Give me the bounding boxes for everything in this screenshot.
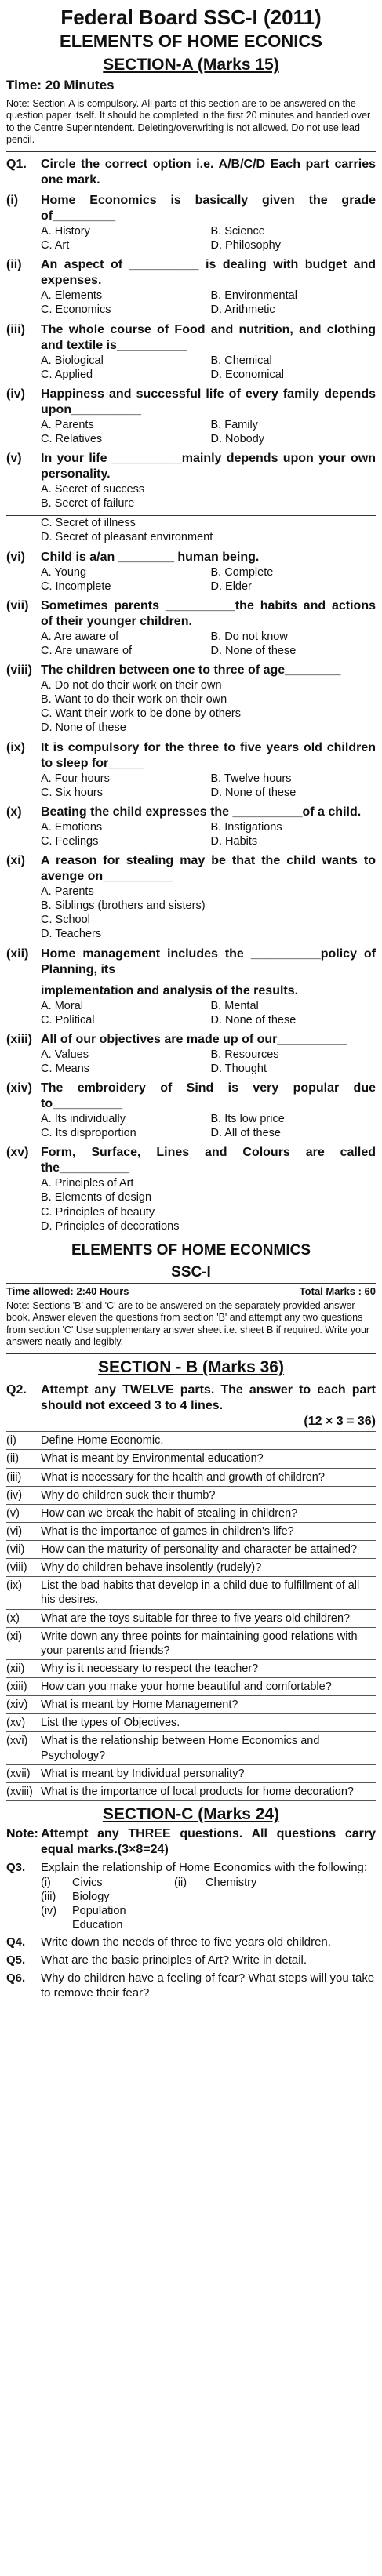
mcq-item <box>6 853 376 942</box>
mcq-stem-row <box>6 1081 376 1112</box>
mcq-item <box>6 598 376 658</box>
mcq-stem: Happiness and successful life of every family depends upon__________ <box>41 387 376 416</box>
mcq-option: B. Family <box>210 418 258 431</box>
mcq-option: C. Political <box>41 1013 95 1026</box>
long-question-body <box>41 1971 376 2001</box>
short-question-number: (xviii) <box>6 1785 33 1798</box>
mcq-stem-row <box>6 1145 376 1176</box>
mcq-option: D. None of these <box>210 786 297 799</box>
short-question <box>6 1576 376 1608</box>
mcq-options <box>41 1112 376 1140</box>
mcq-options <box>41 354 376 382</box>
mcq-stem-row <box>6 853 376 885</box>
mcq-option: B. Secret of failure <box>41 497 135 510</box>
mcq-number: (viii) <box>6 663 32 677</box>
sub-topic-number: (i) <box>41 1876 51 1889</box>
short-question <box>6 1486 376 1504</box>
sub-topic-row <box>41 1876 376 1890</box>
mcq-option: B. Its low price <box>210 1113 285 1125</box>
mcq-option: D. None of these <box>41 721 126 735</box>
mcq-option: C. School <box>41 914 90 927</box>
mcq-option: C. Art <box>41 239 70 253</box>
mcq-option: A. History <box>41 225 90 238</box>
short-question-number: (xiii) <box>6 1680 27 1693</box>
class-title: SSC-I <box>171 1263 211 1281</box>
mcq-option: A. Four hours <box>41 772 110 785</box>
sub-topic-label: Chemistry <box>206 1876 257 1889</box>
mcq-options <box>41 999 376 1027</box>
mcq-option: D. None of these <box>210 1013 297 1026</box>
long-question-number: Q3. <box>6 1861 26 1875</box>
mcq-stem: In your life __________mainly depends upon your own personality. <box>41 452 376 481</box>
mcq-options <box>41 418 376 446</box>
sub-topic-number: (iv) <box>41 1905 57 1918</box>
short-question <box>6 1431 376 1449</box>
mcq-options <box>41 1048 376 1076</box>
mcq-option: A. Moral <box>41 999 83 1012</box>
short-question-list <box>6 1431 376 1801</box>
short-question <box>6 1627 376 1659</box>
long-question <box>6 1861 376 1932</box>
mcq-number: (xii) <box>6 946 29 961</box>
mcq-option: A. Principles of Art <box>41 1177 134 1190</box>
mcq-option: A. Do not do their work on their own <box>41 679 222 692</box>
short-question-number: (xiv) <box>6 1699 28 1712</box>
short-question-text: What is the importance of local products for home decoration? <box>41 1785 354 1798</box>
mcq-option: C. Feelings <box>41 834 99 848</box>
q1-instruction: Circle the correct option i.e. A/B/C/D Each part carries one mark. <box>41 158 376 187</box>
mcq-option: B. Siblings (brothers and sisters) <box>41 899 206 913</box>
sub-topic-row <box>41 1904 376 1932</box>
mcq-options <box>41 678 376 736</box>
short-question-text: Why is it necessary to respect the teacher? <box>41 1662 259 1675</box>
short-question <box>6 1449 376 1467</box>
long-question <box>6 1971 376 2001</box>
mcq-item <box>6 193 376 253</box>
mcq-options <box>41 482 376 510</box>
short-question <box>6 1764 376 1782</box>
short-question-text: Define Home Economic. <box>41 1434 164 1448</box>
short-question-number: (iii) <box>6 1470 22 1484</box>
mcq-stem-continued: implementation and analysis of the results. <box>41 983 299 997</box>
mcq-option: C. Are unaware of <box>41 644 133 657</box>
mcq-options <box>41 289 376 317</box>
total-marks: Total Marks : 60 <box>299 1285 376 1298</box>
short-question-text: What is the relationship between Home Economics and Psychology? <box>41 1735 320 1762</box>
mcq-option: B. Twelve hours <box>210 772 292 785</box>
mcq-option: B. Complete <box>210 565 274 579</box>
mcq-option: B. Science <box>210 225 265 238</box>
part-two-note: Note: Sections 'B' and 'C' are to be answered on the separately provided answer book. Answer eleven the questions from section 'B' and attempt any two questions from section 'C' Use supplementary answer sheet i.e. sheet B if required. Write your answers neatly and legibly. <box>6 1300 376 1355</box>
mcq-number: (iii) <box>6 322 25 336</box>
time-limit: Time: 20 Minutes <box>6 77 376 96</box>
mcq-number: (v) <box>6 452 22 465</box>
mcq-stem: Beating the child expresses the __________of a child. <box>41 805 362 819</box>
short-question-text: Write down any three points for maintaining good relations with your parents and friends? <box>41 1630 358 1657</box>
mcq-stem-row <box>6 193 376 224</box>
q1-header <box>6 157 376 188</box>
mcq-number: (iv) <box>6 387 25 401</box>
mcq-option: C. Incomplete <box>41 580 111 593</box>
long-question <box>6 1953 376 1968</box>
long-question-body <box>41 1861 376 1932</box>
short-question-text: What is meant by Home Management? <box>41 1699 238 1712</box>
mcq-item <box>6 663 376 736</box>
mcq-number: (xiv) <box>6 1081 32 1095</box>
short-question-number: (viii) <box>6 1561 27 1575</box>
long-question-body <box>41 1935 376 1950</box>
mcq-item <box>6 946 376 1027</box>
short-question-number: (xvii) <box>6 1767 31 1780</box>
mcq-option: C. Six hours <box>41 786 103 799</box>
mcq-stem: An aspect of __________ is dealing with budget and expenses. <box>41 258 376 288</box>
board-title: Federal Board SSC-I (2011) <box>60 5 322 29</box>
short-question-text: What is meant by Environmental education? <box>41 1452 264 1466</box>
short-question-number: (xv) <box>6 1717 26 1730</box>
mcq-item <box>6 451 376 545</box>
mcq-number: (ii) <box>6 258 22 272</box>
mcq-option: A. Are aware of <box>41 630 119 643</box>
mcq-number: (x) <box>6 805 22 819</box>
mcq-item <box>6 257 376 317</box>
sub-topic-label: Civics <box>72 1876 103 1889</box>
mcq-option: D. Arithmetic <box>210 303 275 317</box>
mcq-stem: The children between one to three of age________ <box>41 663 341 677</box>
long-question-number: Q5. <box>6 1953 26 1967</box>
mcq-stem: It is compulsory for the three to five years old children to sleep for_____ <box>41 740 376 770</box>
short-question-text: What are the toys suitable for three to five years old children? <box>41 1611 351 1625</box>
mcq-option: D. Philosophy <box>210 239 281 253</box>
mcq-option: B. Environmental <box>210 289 297 303</box>
mcq-option: C. Applied <box>41 368 93 381</box>
mcq-stem-row <box>6 598 376 630</box>
q2-marks: (12 × 3 = 36) <box>304 1415 376 1429</box>
long-question-body <box>41 1953 376 1968</box>
section-b-heading: SECTION - B (Marks 36) <box>98 1358 284 1376</box>
mcq-option: C. Relatives <box>41 432 103 445</box>
mcq-option: A. Young <box>41 565 87 579</box>
mcq-option: D. Elder <box>210 580 252 593</box>
short-question-text: What is the importance of games in children's life? <box>41 1524 294 1538</box>
mcq-option: D. None of these <box>210 644 297 657</box>
section-c-heading: SECTION-C (Marks 24) <box>102 1804 280 1823</box>
mcq-options-continued <box>41 516 376 544</box>
mcq-option: A. Parents <box>41 418 94 431</box>
mcq-options <box>41 630 376 658</box>
mcq-number: (i) <box>6 194 19 207</box>
mcq-stem: Child is a/an ________ human being. <box>41 550 260 564</box>
mcq-stem-row <box>6 322 376 354</box>
short-question <box>6 1659 376 1677</box>
mcq-option: D. Teachers <box>41 928 102 941</box>
short-question <box>6 1540 376 1558</box>
mcq-stem-row <box>6 663 376 678</box>
mcq-stem: All of our objectives are made up of our__________ <box>41 1032 347 1046</box>
short-question-text: List the bad habits that develop in a child due to fulfillment of all his desires. <box>41 1579 360 1607</box>
mcq-option: A. Emotions <box>41 820 103 834</box>
short-question-number: (vii) <box>6 1543 25 1556</box>
mcq-option: B. Chemical <box>210 354 272 367</box>
mcq-stem: A reason for stealing may be that the child wants to avenge on__________ <box>41 854 376 883</box>
mcq-option: B. Want to do their work on their own <box>41 693 227 707</box>
mcq-option: A. Elements <box>41 289 103 303</box>
mcq-stem-row <box>6 805 376 820</box>
mcq-stem-row <box>6 451 376 482</box>
short-question-number: (vi) <box>6 1524 23 1538</box>
short-question-number: (ii) <box>6 1452 20 1466</box>
mcq-item <box>6 1145 376 1234</box>
mcq-option: A. Parents <box>41 885 94 898</box>
mcq-stem: The whole course of Food and nutrition, and clothing and textile is__________ <box>41 322 376 352</box>
long-question-text: Why do children have a feeling of fear? What steps will you take to remove their fear? <box>41 1971 375 2000</box>
mcq-option: A. Values <box>41 1048 89 1061</box>
time-allowed: Time allowed: 2:40 Hours <box>6 1285 129 1298</box>
short-question-number: (xi) <box>6 1630 23 1643</box>
mcq-stem: Form, Surface, Lines and Colours are called the__________ <box>41 1146 376 1175</box>
mcq-option: C. Principles of beauty <box>41 1205 155 1219</box>
short-question-text: What is meant by Individual personality? <box>41 1767 245 1780</box>
q2-header <box>6 1382 376 1430</box>
short-question-text: What is necessary for the health and growth of children? <box>41 1470 325 1484</box>
mcq-option: C. Means <box>41 1062 90 1075</box>
mcq-options <box>41 565 376 594</box>
short-question <box>6 1504 376 1522</box>
short-question-text: How can we break the habit of stealing in children? <box>41 1506 298 1520</box>
mcq-stem-row <box>6 550 376 565</box>
mcq-stem: Home Economics is basically given the grade of_________ <box>41 194 376 223</box>
long-question-text: What are the basic principles of Art? Write in detail. <box>41 1953 307 1967</box>
mcq-option: B. Elements of design <box>41 1191 152 1204</box>
mcq-number: (vii) <box>6 598 29 612</box>
mcq-option: A. Its individually <box>41 1113 126 1125</box>
part-two-subject-title: ELEMENTS OF HOME ECONMICS <box>71 1241 311 1259</box>
mcq-stem-row <box>6 740 376 772</box>
mcq-stem: The embroidery of Sind is very popular due to__________ <box>41 1081 376 1110</box>
mcq-option: D. Thought <box>210 1062 267 1075</box>
mcq-stem-row <box>6 1032 376 1048</box>
mcq-option: B. Mental <box>210 999 259 1012</box>
section-c-note-label: Note: <box>6 1827 38 1841</box>
mcq-option: B. Do not know <box>210 630 288 643</box>
q2-number: Q2. <box>6 1383 27 1397</box>
mcq-item <box>6 1032 376 1076</box>
short-question-text: List the types of Objectives. <box>41 1717 180 1730</box>
section-a-heading: SECTION-A (Marks 15) <box>103 56 279 74</box>
short-question <box>6 1558 376 1576</box>
short-question-number: (xii) <box>6 1662 25 1675</box>
short-question <box>6 1677 376 1695</box>
mcq-options <box>41 820 376 848</box>
mcq-number: (xv) <box>6 1146 29 1160</box>
mcq-number: (xiii) <box>6 1032 32 1046</box>
mcq-stem-row <box>6 946 376 978</box>
q2-instruction: Attempt any TWELVE parts. The answer to each part should not exceed 3 to 4 lines. <box>41 1383 376 1413</box>
section-a-note: Note: Section-A is compulsory. All parts of this section are to be answered on the question paper itself. It should be completed in the first 20 minutes and handed over to the Centre Superintendent. Deleting/overwriting is not allowed. Do not use lead pencil. <box>6 98 376 153</box>
short-question-number: (i) <box>6 1434 16 1448</box>
mcq-option: D. All of these <box>210 1127 281 1140</box>
mcq-option: A. Secret of success <box>41 483 145 496</box>
short-question-text: Why do children suck their thumb? <box>41 1488 216 1502</box>
short-question-number: (ix) <box>6 1579 23 1593</box>
mcq-options <box>41 1176 376 1234</box>
mcq-option: D. Habits <box>210 834 258 848</box>
mcq-options <box>41 772 376 800</box>
long-question-number: Q6. <box>6 1971 26 1985</box>
short-question <box>6 1695 376 1713</box>
section-c-note <box>6 1826 376 1858</box>
mcq-option: D. Economical <box>210 368 284 381</box>
short-question <box>6 1713 376 1731</box>
mcq-option: C. Secret of illness <box>41 517 136 530</box>
mcq-item <box>6 1081 376 1140</box>
mcq-stem: Sometimes parents __________the habits and actions of their younger children. <box>41 598 376 628</box>
mcq-stem-row <box>6 257 376 289</box>
subject-title: ELEMENTS OF HOME ECONICS <box>60 31 322 51</box>
mcq-number: (xi) <box>6 854 25 867</box>
mcq-option: C. Economics <box>41 303 111 317</box>
short-question <box>6 1522 376 1540</box>
time-marks-row <box>6 1283 376 1298</box>
short-question-text: How can you make your home beautiful and comfortable? <box>41 1680 332 1693</box>
mcq-item <box>6 387 376 446</box>
mcq-stem-row <box>6 387 376 418</box>
mcq-item <box>6 322 376 382</box>
mcq-option: B. Resources <box>210 1048 279 1061</box>
mcq-number: (vi) <box>6 550 25 564</box>
short-question <box>6 1731 376 1764</box>
short-question-number: (xvi) <box>6 1735 28 1748</box>
mcq-item <box>6 740 376 800</box>
mcq-option: C. Its disproportion <box>41 1127 136 1140</box>
short-question-number: (x) <box>6 1611 20 1625</box>
sub-topic-label: Biology <box>72 1891 110 1903</box>
sub-topic-label: Population Education <box>72 1905 126 1932</box>
mcq-number: (ix) <box>6 740 25 754</box>
mcq-option: D. Secret of pleasant environment <box>41 531 213 544</box>
mcq-stem: Home management includes the __________policy of Planning, its <box>41 946 376 976</box>
short-question <box>6 1609 376 1627</box>
mcq-item <box>6 550 376 594</box>
mcq-item <box>6 805 376 848</box>
short-question-text: How can the maturity of personality and character be attained? <box>41 1543 358 1556</box>
section-c-note-text: Attempt any THREE questions. All questions carry equal marks.(3×8=24) <box>41 1827 376 1857</box>
mcq-option: D. Principles of decorations <box>41 1219 180 1233</box>
mcq-option: A. Biological <box>41 354 104 367</box>
long-question-text: Explain the relationship of Home Economics with the following: <box>41 1861 368 1875</box>
mcq-options <box>41 885 376 942</box>
short-question-text: Why do children behave insolently (rudely)? <box>41 1561 262 1575</box>
mcq-option: C. Want their work to be done by others <box>41 707 241 721</box>
short-question-number: (v) <box>6 1506 20 1520</box>
long-question <box>6 1935 376 1950</box>
sub-topic-row <box>41 1890 376 1904</box>
sub-topic-number: (ii) <box>174 1876 187 1889</box>
sub-topic-number: (iii) <box>41 1891 56 1903</box>
long-question-list <box>6 1861 376 2000</box>
mcq-list <box>6 193 376 1234</box>
short-question-number: (iv) <box>6 1488 23 1502</box>
mcq-options <box>41 224 376 253</box>
q1-number: Q1. <box>6 158 27 171</box>
long-question-number: Q4. <box>6 1935 26 1949</box>
mcq-option: B. Instigations <box>210 820 282 834</box>
short-question <box>6 1468 376 1486</box>
mcq-option: D. Nobody <box>210 432 265 445</box>
long-question-text: Write down the needs of three to five years old children. <box>41 1935 331 1949</box>
short-question <box>6 1782 376 1801</box>
